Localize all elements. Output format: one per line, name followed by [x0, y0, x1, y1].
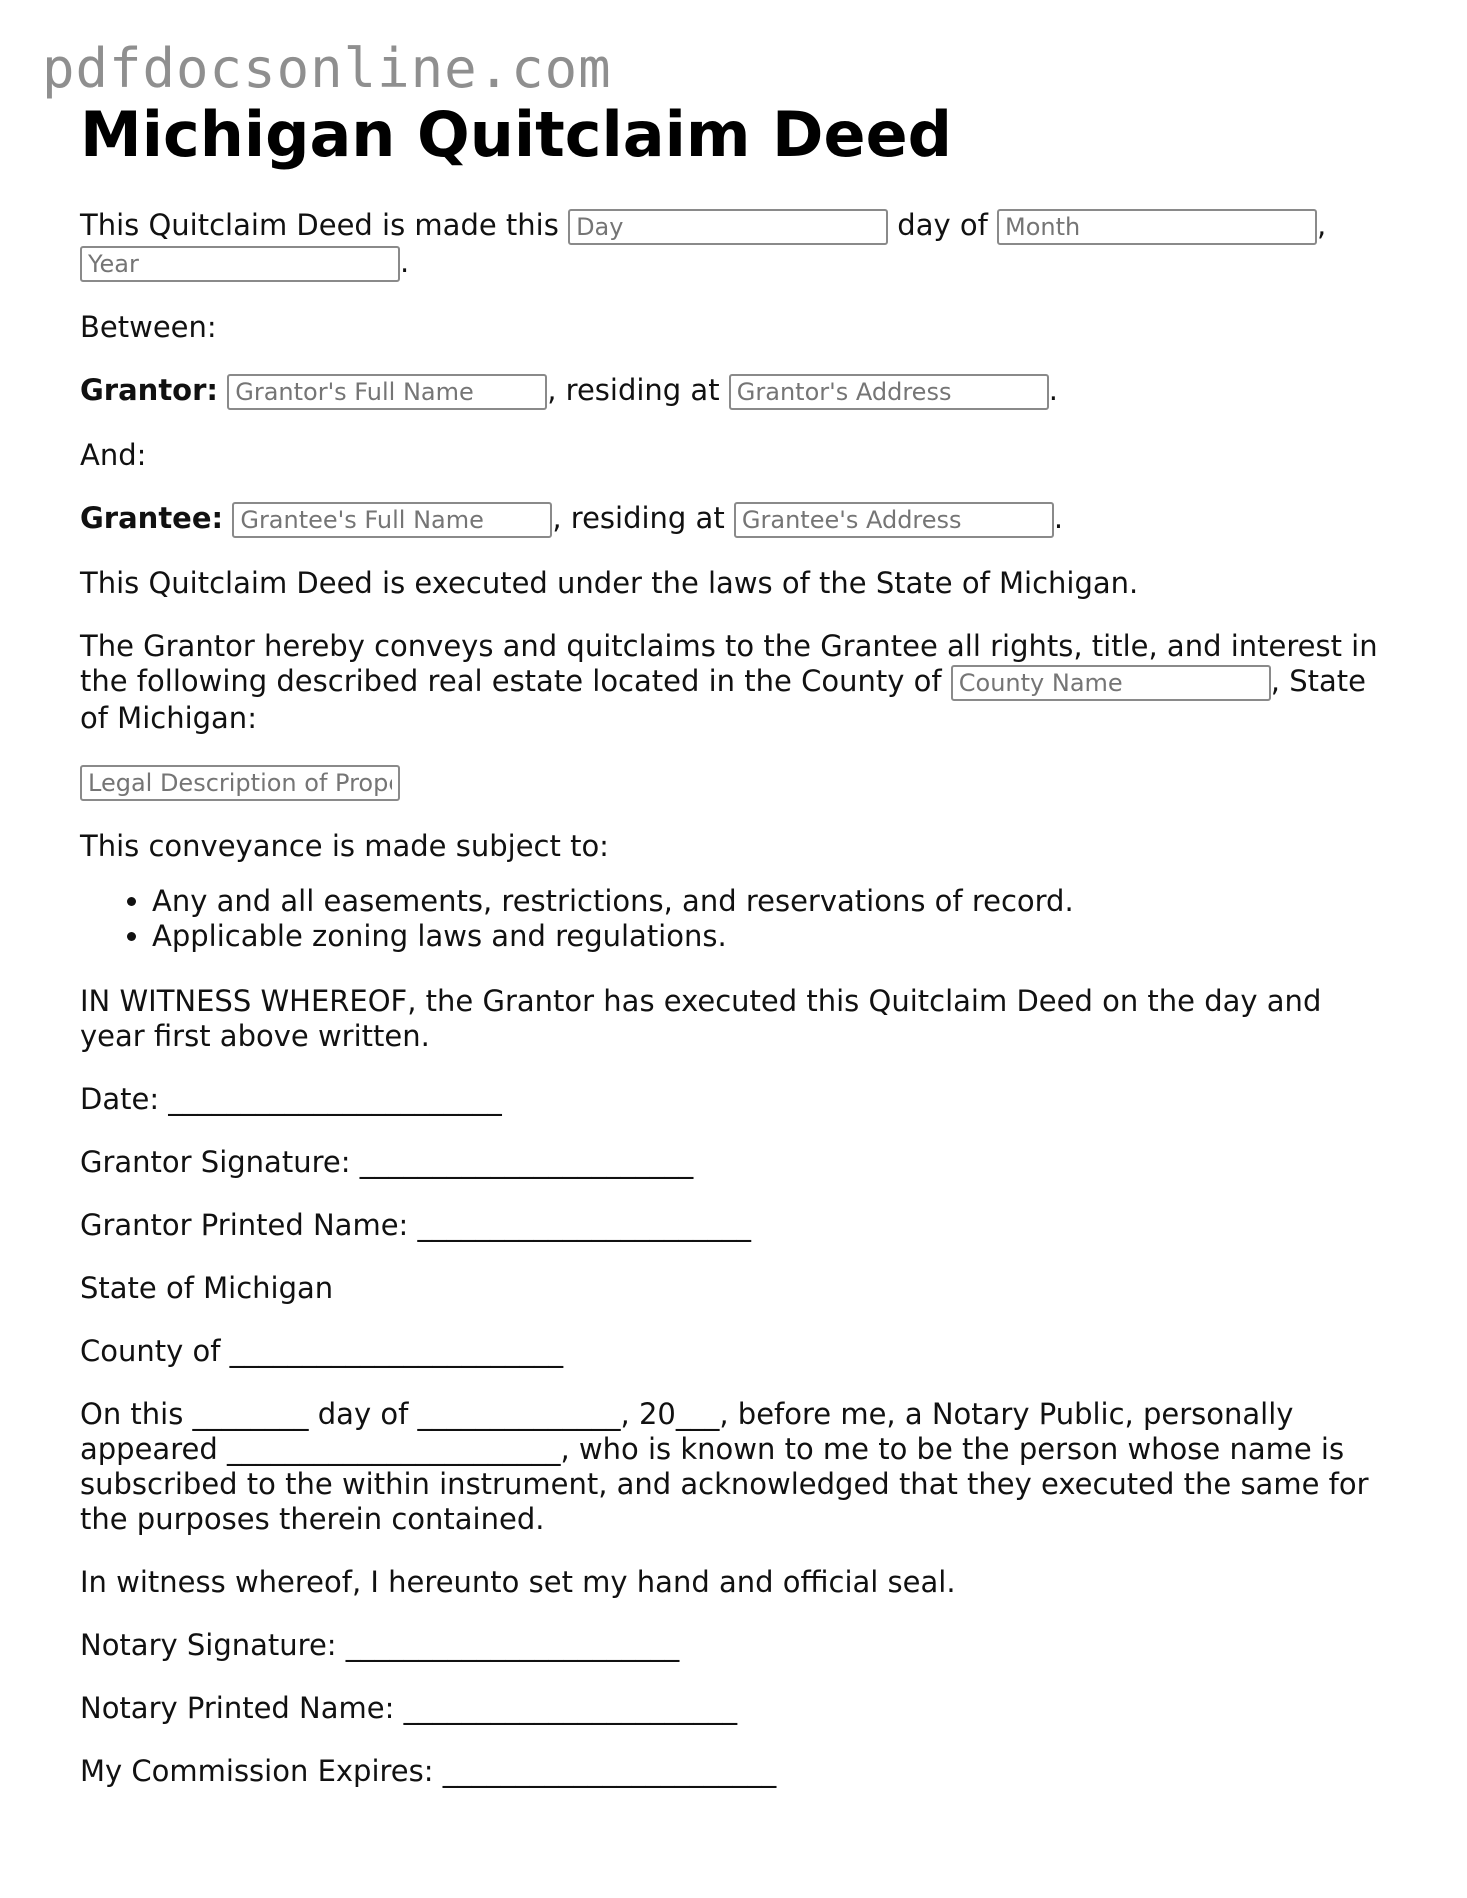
- month-field[interactable]: [997, 209, 1317, 245]
- intro-paragraph: [80, 208, 1390, 282]
- grantor-residing-text: , residing at: [547, 373, 720, 407]
- conveys-text: The Grantor hereby conveys and quitclaims to the Grantee all rights, title, and interest in the following described real estate located in the County of: [80, 629, 1378, 698]
- grantor-signature-line: Grantor Signature: _______________________: [80, 1145, 694, 1179]
- between-text: Between:: [80, 310, 217, 344]
- intro-comma: ,: [1317, 208, 1327, 242]
- commission-expires-line: My Commission Expires: _______________________: [80, 1754, 777, 1788]
- watermark: pdfdocsonline.com: [42, 37, 612, 100]
- grantee-row: [80, 501, 1390, 538]
- grantor-label: Grantor:: [80, 373, 219, 407]
- intro-period: .: [400, 245, 410, 279]
- day-field[interactable]: [568, 209, 888, 245]
- notary-statement: On this ________ day of ______________, 20___, before me, a Notary Public, personally appeared _______________________, who is known to me to be the person whose name is subscribed to the within instrument, and acknowledged that they executed the same for the purposes therein contained.: [80, 1397, 1369, 1536]
- date-line: Date: _______________________: [80, 1082, 502, 1116]
- grantee-address-field[interactable]: [734, 502, 1054, 538]
- grantee-name-field[interactable]: [232, 502, 552, 538]
- grantee-label: Grantee:: [80, 501, 224, 535]
- state-text: State of Michigan: [80, 1271, 334, 1305]
- grantor-address-field[interactable]: [729, 374, 1049, 410]
- county-name-field[interactable]: [951, 665, 1271, 701]
- witness-text: IN WITNESS WHEREOF, the Grantor has executed this Quitclaim Deed on the day and year first above written.: [80, 984, 1322, 1053]
- conveys-after-text: , State of Michigan:: [80, 664, 1366, 735]
- list-item: • Applicable zoning laws and regulations.: [152, 919, 1390, 954]
- list-item: • Any and all easements, restrictions, and reservations of record.: [152, 884, 1390, 919]
- notary-signature-line: Notary Signature: _______________________: [80, 1628, 680, 1662]
- grantee-period: .: [1053, 501, 1064, 535]
- county-line: County of _______________________: [80, 1334, 564, 1368]
- notary-printed-name-line: Notary Printed Name: _______________________: [80, 1691, 738, 1725]
- page-title: Michigan Quitclaim Deed: [80, 98, 952, 171]
- document-page: [80, 100, 1390, 1817]
- conveys-paragraph: [80, 629, 1390, 736]
- notary-witness-text: In witness whereof, I hereunto set my hand and official seal.: [80, 1565, 956, 1599]
- conditions-list: [80, 884, 1390, 954]
- grantee-residing-text: , residing at: [552, 501, 725, 535]
- grantor-period: .: [1048, 373, 1059, 407]
- grantor-printed-name-line: Grantor Printed Name: _______________________: [80, 1208, 752, 1242]
- intro-day-of-text: day of: [897, 208, 988, 242]
- legal-description-row: [80, 764, 1390, 801]
- and-text: And:: [80, 438, 147, 472]
- intro-made-text: This Quitclaim Deed is made this: [80, 208, 559, 242]
- year-field[interactable]: [80, 246, 400, 282]
- legal-description-field[interactable]: [80, 765, 400, 801]
- executed-under-text: This Quitclaim Deed is executed under the laws of the State of Michigan.: [80, 566, 1139, 600]
- grantor-name-field[interactable]: [227, 374, 547, 410]
- subject-to-text: This conveyance is made subject to:: [80, 829, 609, 863]
- grantor-row: [80, 373, 1390, 410]
